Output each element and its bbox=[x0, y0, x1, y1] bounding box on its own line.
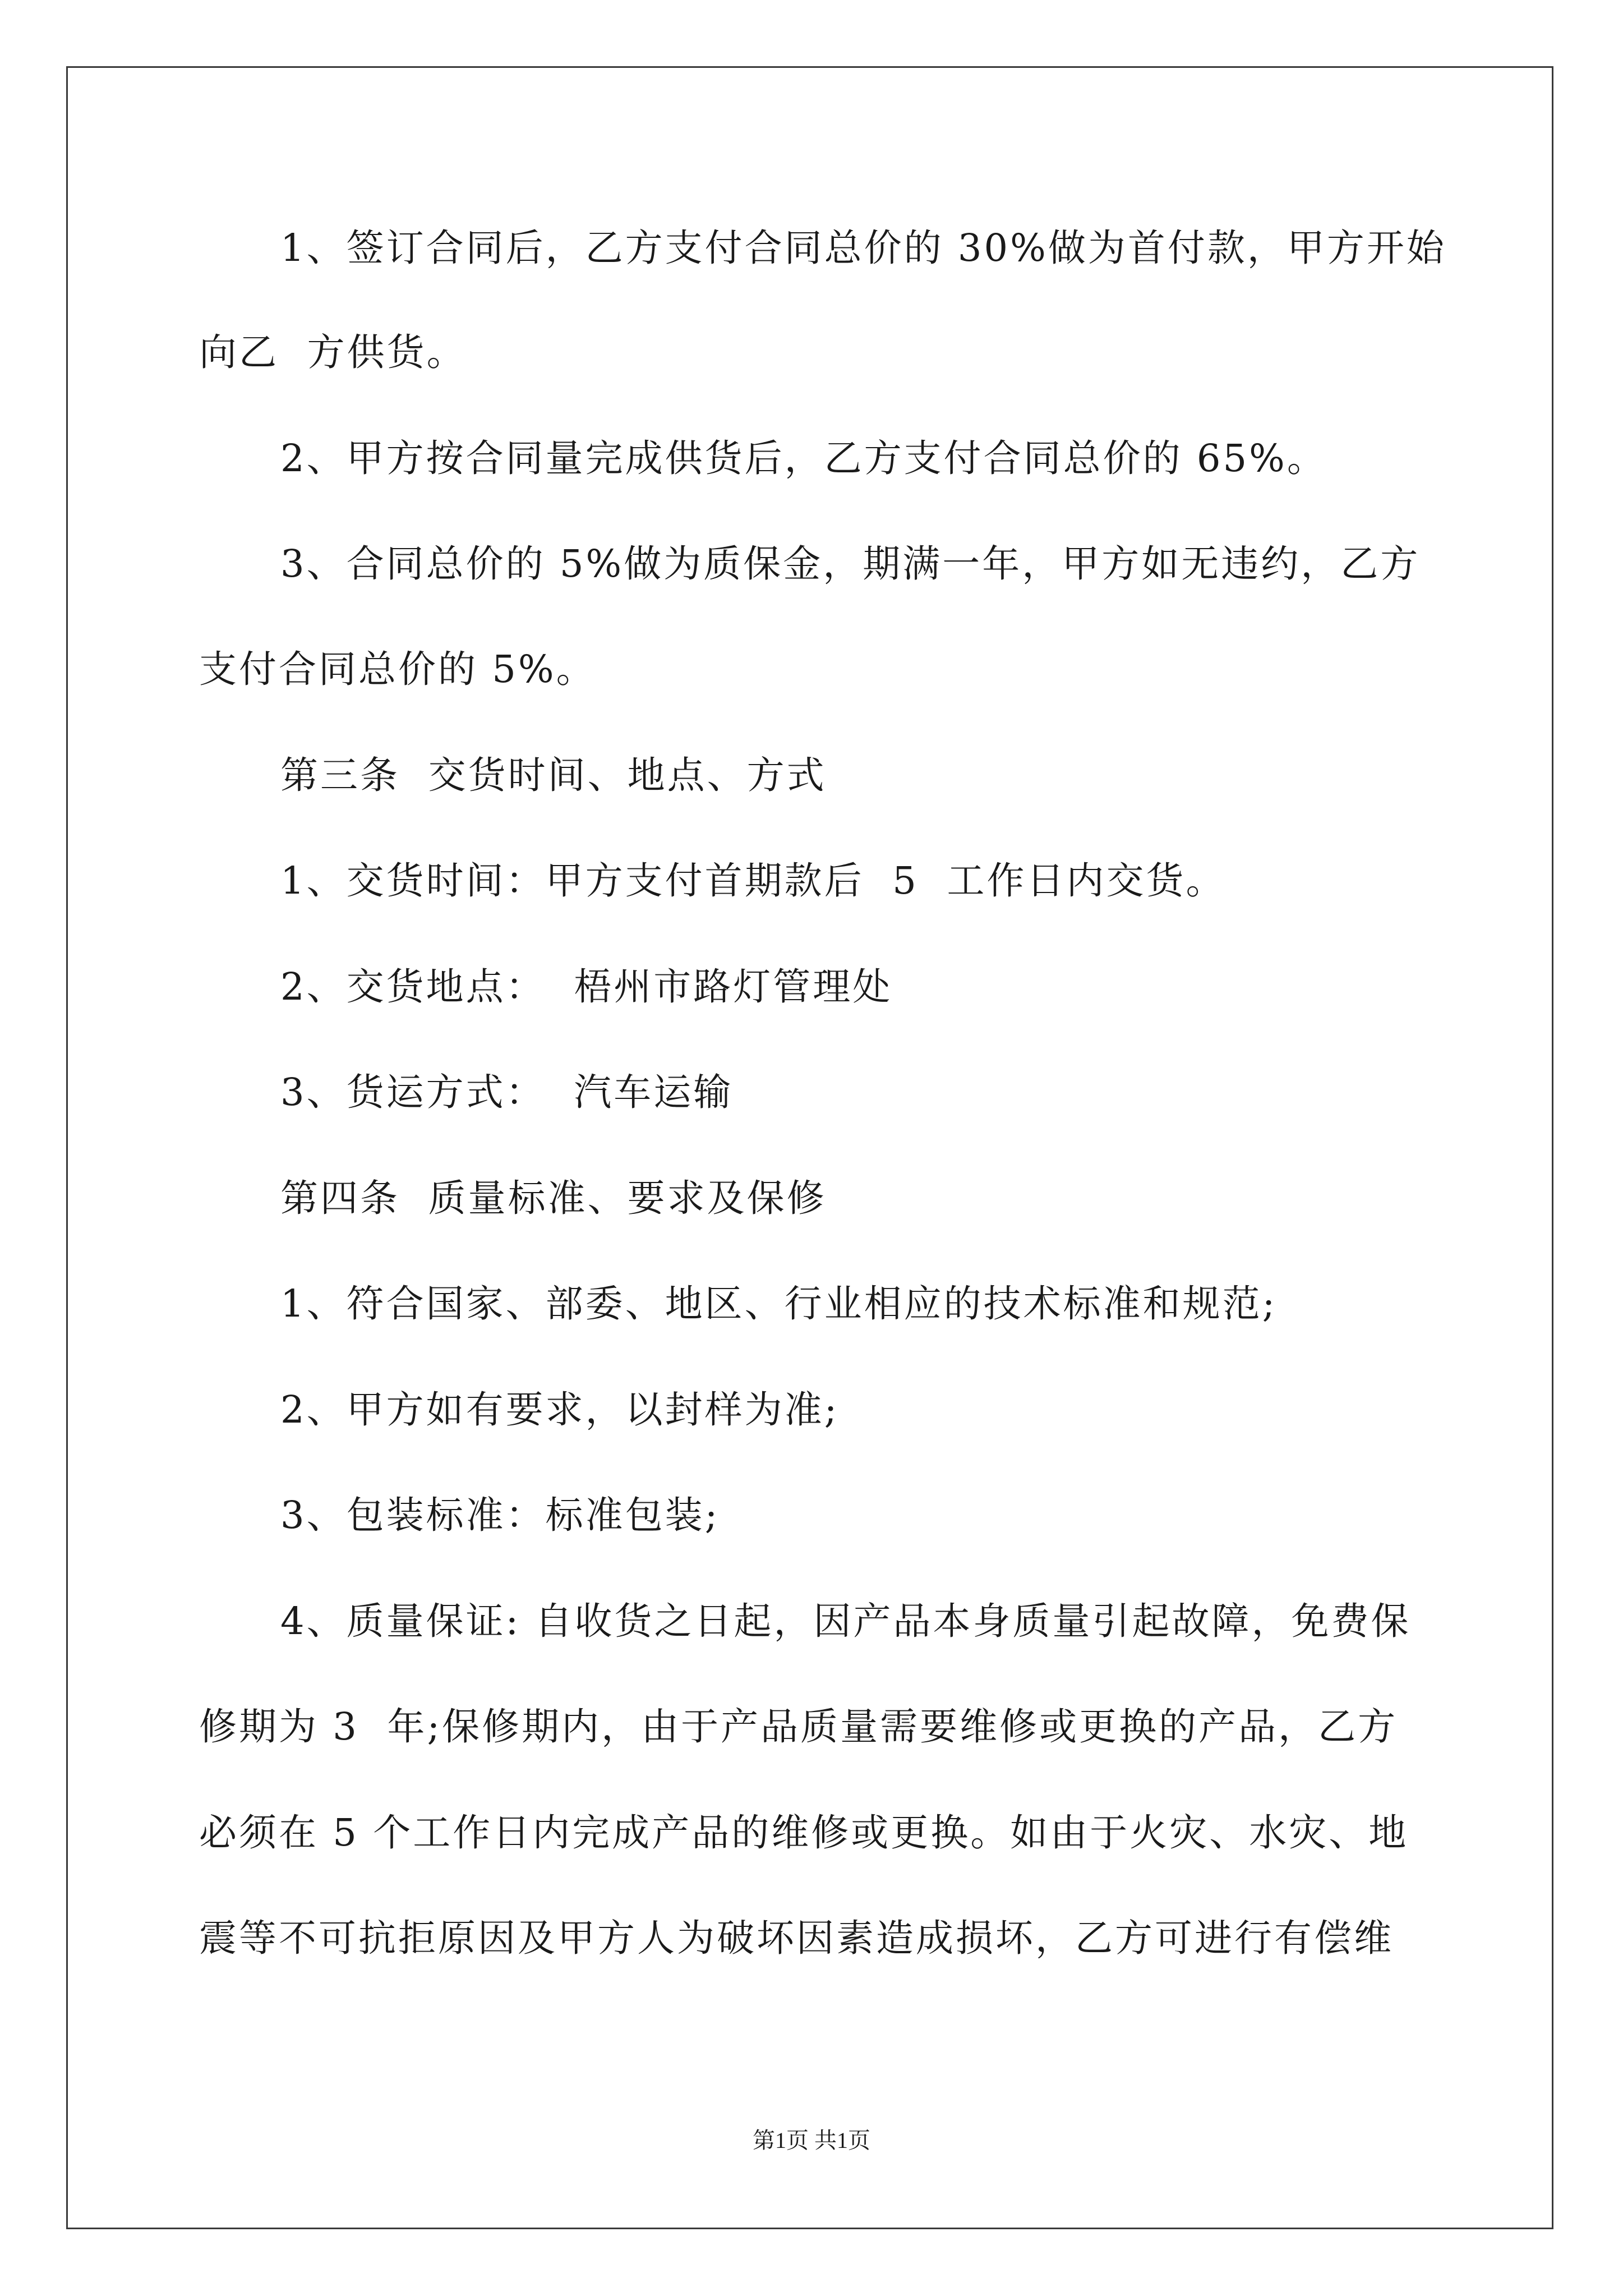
paragraph-line: 1、交货时间：甲方支付首期款后 5 工作日内交货。 bbox=[280, 859, 1226, 903]
paragraph-line: 震等不可抗拒原因及甲方人为破坏因素造成损坏，乙方可进行有偿维 bbox=[199, 1916, 1394, 1960]
paragraph-line: 3、货运方式： 汽车运输 bbox=[280, 1070, 734, 1114]
page-number: 第1页 共1页 bbox=[753, 2128, 870, 2153]
paragraph-line: 3、合同总价的 5%做为质保金，期满一年，甲方如无违约，乙方 bbox=[280, 542, 1421, 586]
paragraph-line: 支付合同总价的 5%。 bbox=[199, 647, 596, 691]
paragraph-line: 修期为 3 年;保修期内，由于产品质量需要维修或更换的产品，乙方 bbox=[199, 1705, 1398, 1749]
paragraph-line: 2、交货地点： 梧州市路灯管理处 bbox=[280, 965, 893, 1009]
paragraph-line: 3、包装标准：标准包装; bbox=[280, 1493, 720, 1537]
paragraph-line: 必须在 5 个工作日内完成产品的维修或更换。如由于火灾、水灾、地 bbox=[199, 1811, 1409, 1855]
section-heading: 第四条 质量标准、要求及保修 bbox=[280, 1176, 827, 1220]
page-border bbox=[66, 66, 1553, 2229]
paragraph-line: 1、签订合同后，乙方支付合同总价的 30%做为首付款，甲方开始 bbox=[280, 226, 1446, 270]
paragraph-line: 向乙 方供货。 bbox=[199, 330, 467, 374]
section-heading: 第三条 交货时间、地点、方式 bbox=[280, 753, 827, 797]
paragraph-line: 2、甲方如有要求，以封样为准; bbox=[280, 1388, 840, 1432]
paragraph-line: 4、质量保证: 自收货之日起，因产品本身质量引起故障，免费保 bbox=[280, 1599, 1411, 1643]
paragraph-line: 2、甲方按合同量完成供货后，乙方支付合同总价的 65%。 bbox=[280, 436, 1327, 480]
paragraph-line: 1、符合国家、部委、地区、行业相应的技术标准和规范; bbox=[280, 1282, 1278, 1326]
